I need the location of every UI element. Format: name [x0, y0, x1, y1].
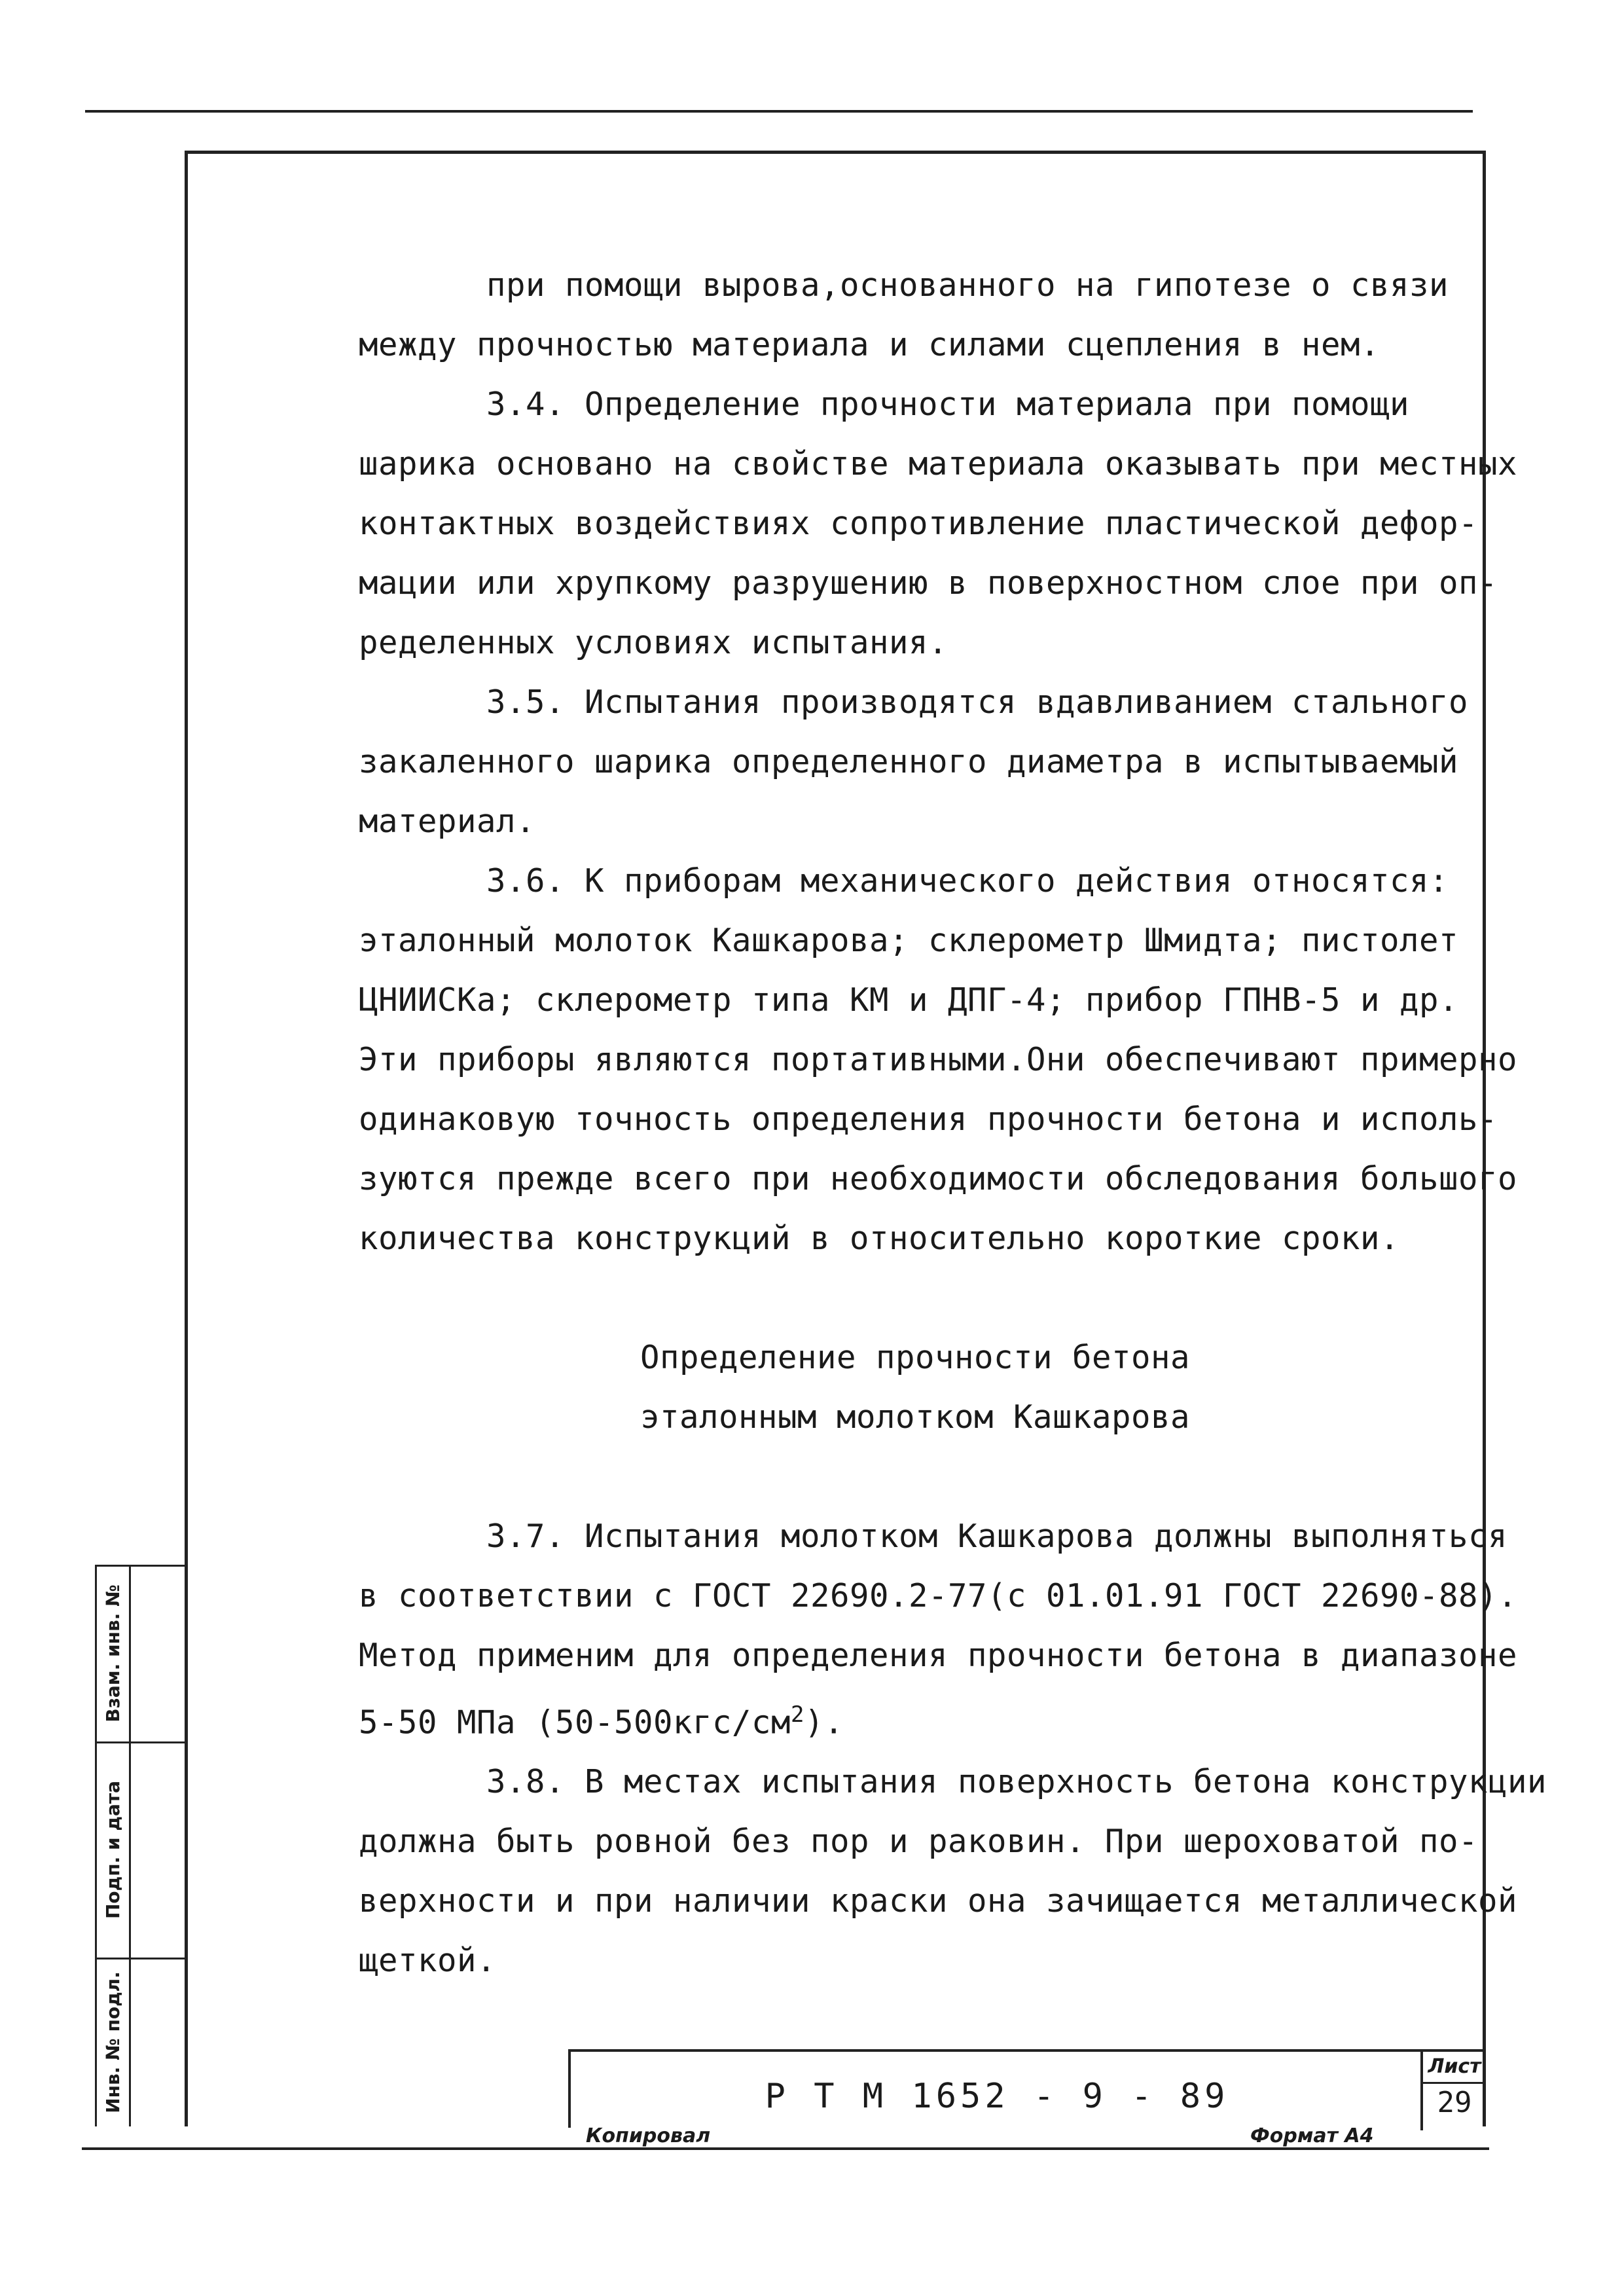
footer-copied: Копировал — [586, 2124, 711, 2147]
text-line: 3.8. В местах испытания поверхность бетона конструкции — [486, 1763, 1547, 1801]
bottom-rule — [82, 2147, 1489, 2150]
title-block — [568, 2049, 1486, 2128]
text-line: ределенных условиях испытания. — [359, 624, 948, 661]
section-title-line-2: эталонным молотком Кашкарова — [640, 1398, 1190, 1436]
text-line: 5-50 МПа $(50-500кгс/см^2)$. — [359, 1702, 844, 1741]
document-body — [359, 255, 1547, 1990]
section-title-line-1: Определение прочности бетона — [640, 1339, 1190, 1376]
text-line: в соответствии с ГОСТ 22690.2-77(с 01.01.91 ГОСТ 22690-88). — [359, 1577, 1518, 1614]
text-line: верхности и при наличии краски она зачищается металлической — [359, 1882, 1518, 1920]
text-line: должна быть ровной без пор и раковин. При шероховатой по- — [359, 1823, 1479, 1861]
text-line: одинаковую точность определения прочности бетона и исполь- — [359, 1101, 1498, 1138]
footer-format: Формат А4 — [1250, 2124, 1374, 2147]
text-line: Метод применим для определения прочности бетона в диапазоне — [359, 1637, 1518, 1674]
sheet-cell — [1420, 2052, 1486, 2130]
text-line: 3.6. К приборам механического действия относятся: — [486, 862, 1449, 900]
text-line: 3.7. Испытания молотком Кашкарова должны выполняться — [486, 1518, 1508, 1555]
text-line: количества конструкций в относительно короткие сроки. — [359, 1220, 1400, 1257]
text-line: закаленного шарика определенного диаметра в испытываемый — [359, 743, 1459, 780]
text-line: 3.4. Определение прочности материала при помощи — [486, 386, 1410, 423]
text-line: мации или хрупкому разрушению в поверхностном слое при оп- — [359, 564, 1498, 602]
margin-stamp — [95, 1565, 185, 2126]
text-line: материал. — [359, 803, 536, 840]
stamp-podp-label: Подп. и дата — [102, 1780, 124, 1919]
top-rule — [85, 110, 1473, 113]
text-line: эталонный молоток Кашкарова; склерометр Шмидта; пистолет — [359, 922, 1459, 959]
text-line: 3.5. Испытания производятся вдавливанием стального — [486, 683, 1469, 721]
text-line: зуются прежде всего при необходимости обследования большого — [359, 1160, 1518, 1197]
document-code: Р Т М 1652 - 9 - 89 — [765, 2077, 1229, 2116]
paragraph-block-1 — [359, 255, 1518, 1268]
sheet-number: 29 — [1437, 2086, 1472, 2119]
sheet-label: Лист — [1423, 2052, 1486, 2084]
text-line: при помощи вырова,основанного на гипотезе о связи — [486, 266, 1449, 304]
text-line: Эти приборы являются портативными.Они обеспечивают примерно — [359, 1041, 1518, 1078]
paragraph-block-2 — [359, 1506, 1547, 1990]
text-line: шарика основано на свойстве материала оказывать при местных — [359, 445, 1518, 483]
text-line: между прочностью материала и силами сцепления в нем. — [359, 326, 1380, 363]
stamp-inv-label: Инв. № подл. — [102, 1971, 124, 2113]
text-line: контактных воздействиях сопротивление пластической дефор- — [359, 505, 1479, 542]
text-line: щеткой. — [359, 1942, 497, 1980]
stamp-vzam-label: Взам. инв. № — [102, 1584, 124, 1722]
text-line: ЦНИИСКа; склерометр типа КМ и ДПГ-4; прибор ГПНВ-5 и др. — [359, 981, 1459, 1019]
margin-stamp-value-column — [131, 1565, 185, 2126]
